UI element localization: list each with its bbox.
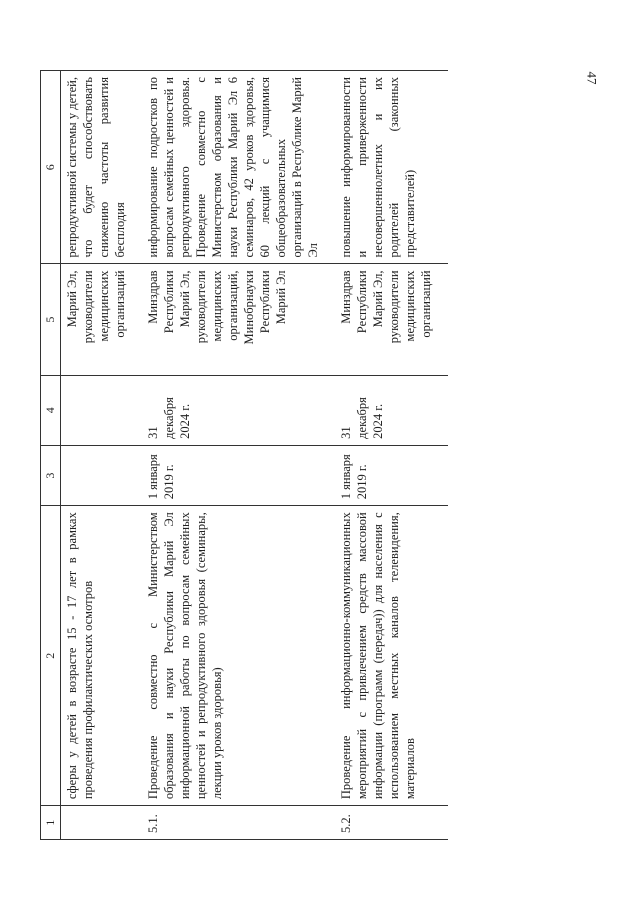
cell-number bbox=[61, 806, 143, 840]
header-col-1: 1 bbox=[41, 806, 61, 840]
table-row bbox=[335, 71, 448, 840]
cell-result: повышение информированности и приверженности несовершеннолетних и их родителей (законных представителей) bbox=[335, 71, 448, 264]
header-col-2: 2 bbox=[41, 506, 61, 806]
rotated-table-area bbox=[40, 70, 605, 840]
cell-start-date: 1 января 2019 г. bbox=[335, 445, 448, 505]
header-col-4: 4 bbox=[41, 375, 61, 445]
page-number: 47 bbox=[584, 71, 600, 85]
cell-measure: сферы у детей в возрасте 15 - 17 лет в рамках проведения профилактических осмотров bbox=[61, 506, 143, 806]
cell-end-date: 31 декабря 2024 г. bbox=[142, 375, 335, 445]
cell-start-date: 1 января 2019 г. bbox=[142, 445, 335, 505]
cell-executors: Минздрав Республики Марий Эл, руководители медицинских организаций, Минобрнауки Республики Марий Эл bbox=[142, 264, 335, 375]
table-row bbox=[61, 71, 143, 840]
header-col-3: 3 bbox=[41, 445, 61, 505]
cell-measure: Проведение совместно с Министерством образования и науки Республики Марий Эл информационной работы по вопросам семейных ценностей и репродуктивного здоровья (семинары, лекции уроков здоровья) bbox=[142, 506, 335, 806]
cell-start-date bbox=[61, 445, 143, 505]
header-col-5: 5 bbox=[41, 264, 61, 375]
header-col-6: 6 bbox=[41, 71, 61, 264]
cell-executors: Марий Эл, руководители медицинских организаций bbox=[61, 264, 143, 375]
cell-number: 5.1. bbox=[142, 806, 335, 840]
cell-result: репродуктивной системы у детей, что будет способствовать снижению частоты развития бесплодия bbox=[61, 71, 143, 264]
cell-end-date: 31 декабря 2024 г. bbox=[335, 375, 448, 445]
cell-executors: Минздрав Республики Марий Эл, руководители медицинских организаций bbox=[335, 264, 448, 375]
cell-number: 5.2. bbox=[335, 806, 448, 840]
cell-result: информирование подростков по вопросам семейных ценностей и репродуктивного здоровья. Проведение совместно с Министерством образования и науки Республики Марий Эл 6 семинаров, 42 уроков здоровья, 60 лекций с учащимися общеобразовательных организаций в Республике Марий Эл bbox=[142, 71, 335, 264]
cell-end-date bbox=[61, 375, 143, 445]
cell-measure: Проведение информационно-коммуникационных мероприятий с привлечением средств массовой информации (программ (передач)) для населения с использованием местных каналов телевидения, материалов bbox=[335, 506, 448, 806]
measures-table bbox=[40, 70, 448, 840]
table-header-row bbox=[41, 71, 61, 840]
table-row bbox=[142, 71, 335, 840]
table-sheet bbox=[40, 70, 605, 840]
